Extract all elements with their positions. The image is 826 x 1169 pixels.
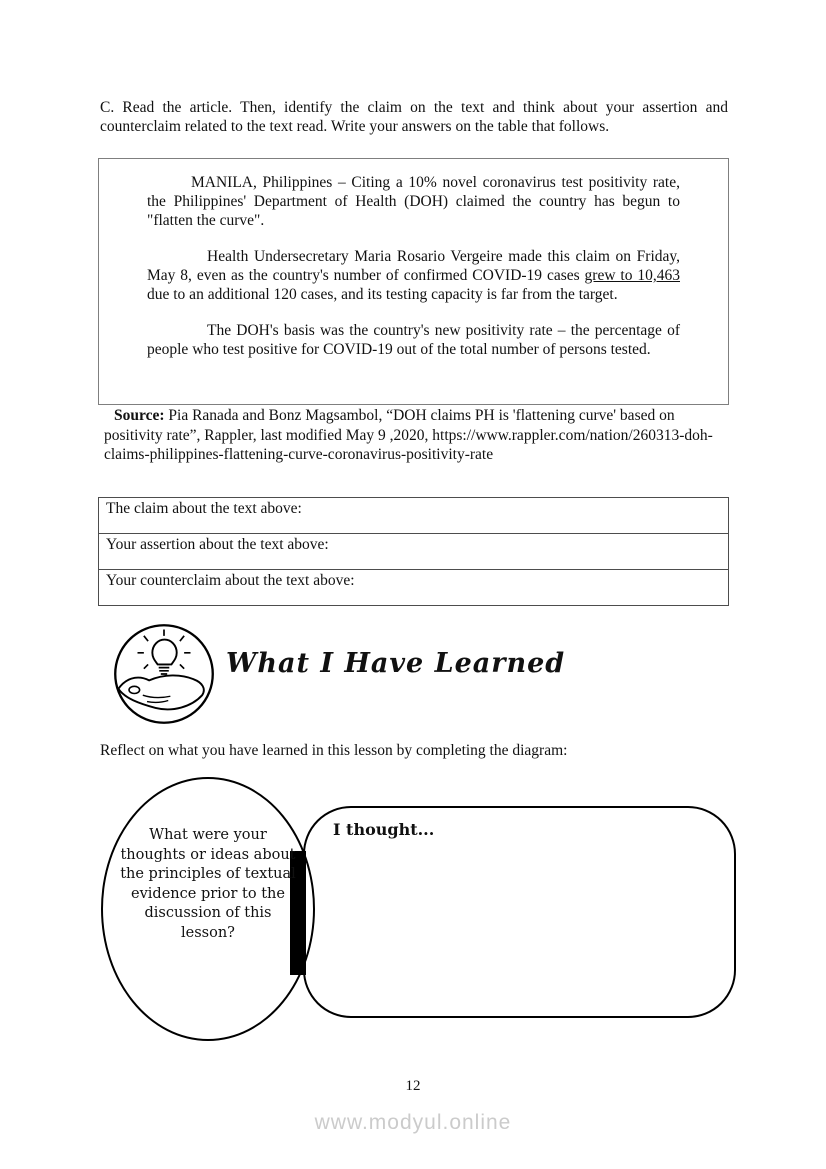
source-citation: [104, 406, 730, 465]
article-paragraph-1: MANILA, Philippines – Citing a 10% novel coronavirus test positivity rate, the Philippines' Department of Health (DOH) claimed the country has begun to "flatten the curve".: [147, 174, 680, 229]
diagram-question-text: What were your thoughts or ideas about the principles of textual evidence prior to the discussion of this lesson?: [120, 827, 296, 941]
table-row-counterclaim: Your counterclaim about the text above:: [99, 570, 728, 606]
instruction-text: C. Read the article. Then, identify the claim on the text and think about your assertion and counterclaim related to the text read. Write your answers on the table that follows.: [100, 99, 728, 135]
source-text: Pia Ranada and Bonz Magsambol, “DOH claims PH is 'flattening curve' based on positivity rate”, Rappler, last modified May 9 ,2020, https://www.rappler.com/nation/260313-doh-claims-philippines-flattening-curve-coronavirus-positivity-rate: [104, 407, 713, 463]
table-row-claim: The claim about the text above:: [99, 498, 728, 534]
answer-table: [98, 497, 729, 606]
article-paragraph-3: The DOH's basis was the country's new positivity rate – the percentage of people who test positive for COVID-19 out of the total number of persons tested.: [147, 322, 680, 358]
source-label: Source:: [114, 407, 165, 424]
article-p2-before: Health Undersecretary Maria Rosario Vergeire made this claim on Friday, May 8, even as the country's number of confirmed COVID-19 cases: [147, 248, 680, 284]
reflect-instruction: Reflect on what you have learned in this lesson by completing the diagram:: [100, 742, 568, 759]
article-box: [98, 158, 729, 405]
table-row-assertion: Your assertion about the text above:: [99, 534, 728, 570]
article-p2-after: due to an additional 120 cases, and its testing capacity is far from the target.: [147, 286, 618, 303]
diagram-thought-label: I thought...: [333, 820, 435, 839]
page-number: 12: [405, 1078, 421, 1094]
article-p2-underlined: grew to 10,463: [584, 267, 680, 284]
watermark: www.modyul.online: [314, 1111, 512, 1134]
lightbulb-in-hand-icon: [111, 621, 217, 727]
article-paragraph-2: [147, 247, 680, 304]
section-heading: What I Have Learned: [226, 648, 566, 679]
